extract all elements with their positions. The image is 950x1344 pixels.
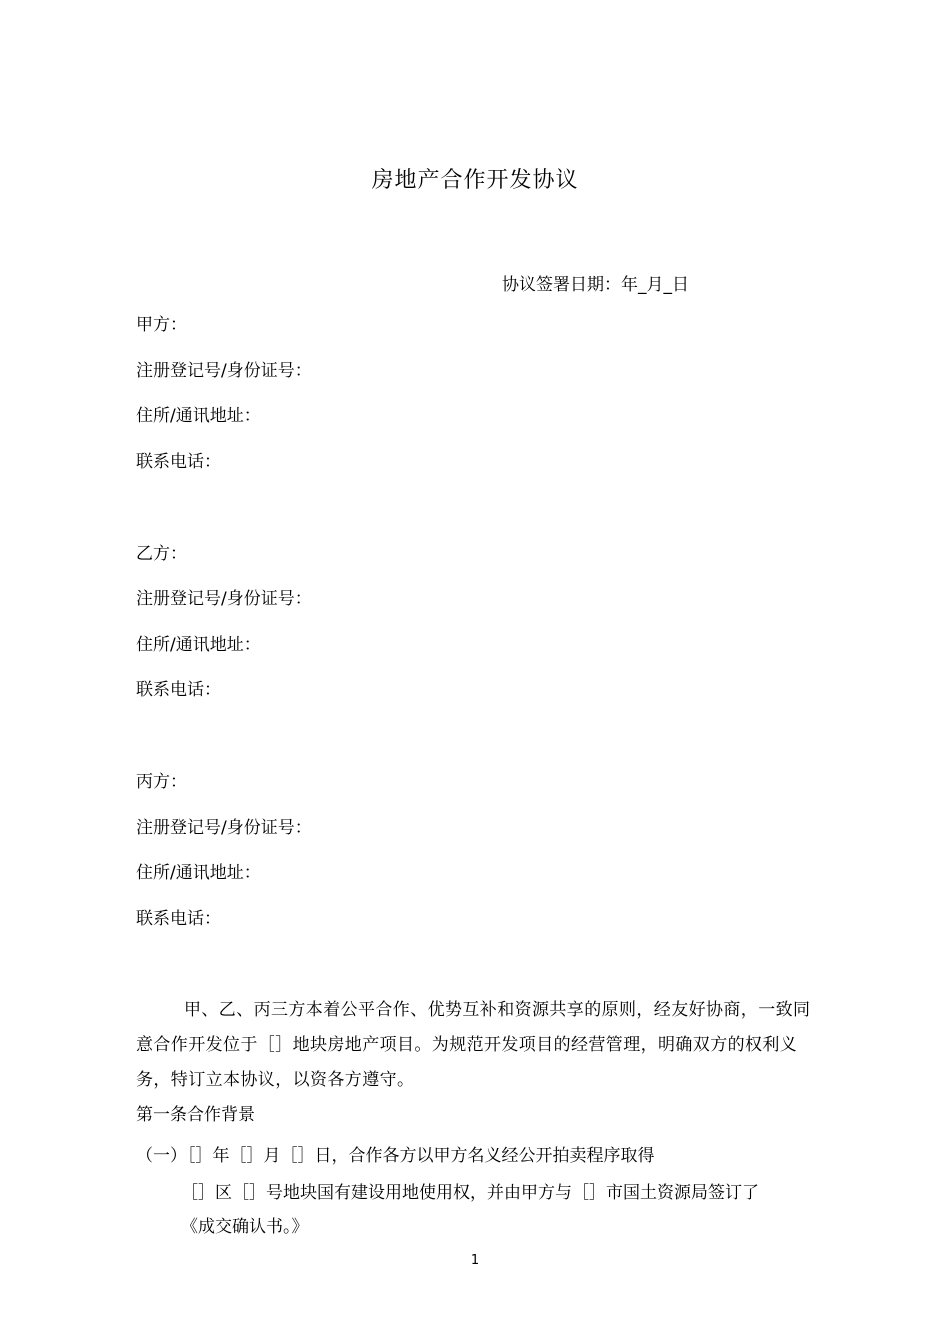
article-1-item-1-line-1: （一）［］年［］月［］日，合作各方以甲方名义经公开拍卖程序取得 — [136, 1146, 655, 1166]
party-b-id-label: 注册登记号/身份证号： — [136, 589, 312, 609]
party-c-address-label: 住所/通讯地址： — [136, 863, 261, 883]
party-a-phone-label: 联系电话： — [136, 452, 221, 472]
article-1-heading: 第一条合作背景 — [136, 1105, 255, 1125]
sign-date: 协议签署日期：年_月_日 — [502, 275, 689, 295]
article-1-item-1-line-2: ［］区［］号地块国有建设用地使用权，并由甲方与［］市国土资源局签订了 — [181, 1183, 759, 1203]
party-a-address-label: 住所/通讯地址： — [136, 406, 261, 426]
party-c-phone-label: 联系电话： — [136, 909, 221, 929]
document-title: 房地产合作开发协议 — [371, 168, 579, 193]
preamble-paragraph: 甲、乙、丙三方本着公平合作、优势互补和资源共享的原则，经友好协商，一致同意合作开发位于［］地块房地产项目。为规范开发项目的经营管理，明确双方的权利义务，特订立本协议，以资各方遵守。 — [136, 1000, 811, 1090]
page-number: 1 — [470, 1253, 480, 1268]
party-b-name-label: 乙方： — [136, 544, 187, 564]
party-a-name-label: 甲方： — [136, 315, 187, 335]
party-a-id-label: 注册登记号/身份证号： — [136, 361, 312, 381]
party-c-id-label: 注册登记号/身份证号： — [136, 818, 312, 838]
party-b-phone-label: 联系电话： — [136, 680, 221, 700]
party-c-name-label: 丙方： — [136, 772, 187, 792]
party-b-address-label: 住所/通讯地址： — [136, 635, 261, 655]
article-1-item-1-line-3: 《成交确认书。》 — [181, 1217, 309, 1237]
